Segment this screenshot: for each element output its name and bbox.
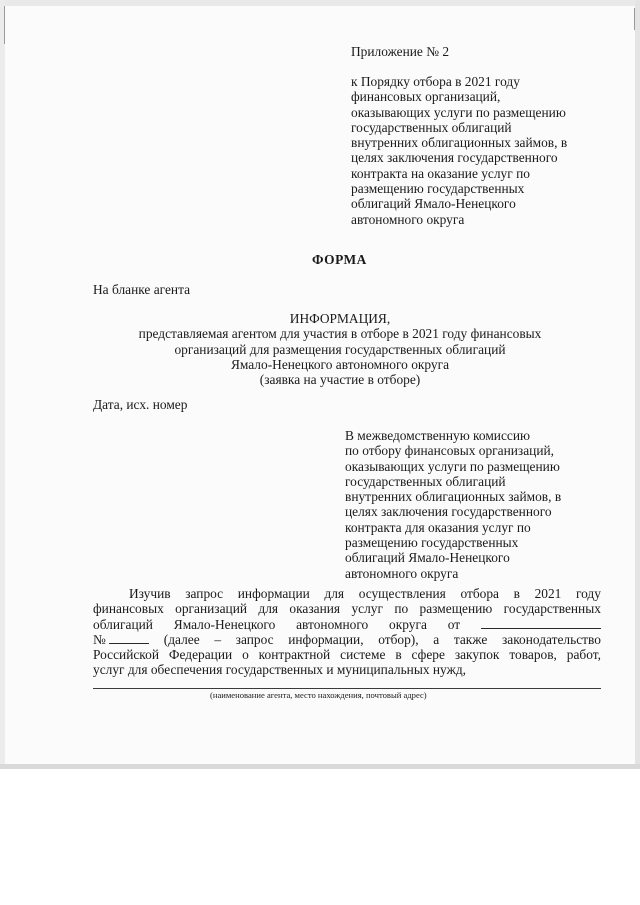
info-title: ИНФОРМАЦИЯ, <box>289 311 391 326</box>
recipient-line: целях заключения государственного <box>345 504 552 520</box>
scan-artifact <box>4 6 5 44</box>
info-line: организаций для размещения государственных облигаций <box>174 341 506 357</box>
blank-area <box>0 769 640 905</box>
appendix-line: к Порядку отбора в 2021 году <box>351 74 520 89</box>
appendix-line: размещению государственных <box>351 181 525 197</box>
appendix-line: облигаций Ямало-Ненецкого <box>351 196 516 212</box>
scan-edge-left <box>0 0 5 768</box>
body-line-4: № (далее – запрос информации, отбор), а также законодательство <box>93 631 601 647</box>
recipient-line: оказывающих услуги по размещению <box>345 458 560 474</box>
appendix-line: государственных облигаций <box>351 119 512 135</box>
scan-edge-top <box>0 0 640 6</box>
body-paragraph <box>93 586 601 678</box>
agent-name-caption: (наименование агента, место нахождения, почтовый адрес) <box>210 690 427 700</box>
scan-edge-right <box>635 0 640 768</box>
date-blank <box>481 617 601 629</box>
body-line-2: финансовых организаций для оказания услуг по размещению государственных <box>93 601 601 617</box>
appendix-line: внутренних облигационных займов, в <box>351 135 568 151</box>
recipient-line: размещению государственных <box>345 535 519 551</box>
letterhead-note: На бланке агента <box>93 282 191 297</box>
appendix-line: оказывающих услуги по размещению <box>351 104 566 120</box>
number-sign: № <box>93 632 149 647</box>
recipient-line: контракта для оказания услуг по <box>345 519 531 535</box>
scan-artifact <box>634 8 635 30</box>
appendix-line: автономного округа <box>351 211 465 227</box>
recipient-line: внутренних облигационных займов, в <box>345 489 562 505</box>
body-line-3: облигаций Ямало-Ненецкого автономного округа от <box>93 617 601 632</box>
recipient-line: облигаций Ямало-Ненецкого <box>345 550 510 566</box>
appendix-subtitle <box>351 74 567 227</box>
date-reference: Дата, исх. номер <box>93 397 188 412</box>
appendix-title: Приложение № 2 <box>351 44 450 59</box>
body-line-1: Изучив запрос информации для осуществления отбора в 2021 году <box>129 586 601 601</box>
appendix-line: целях заключения государственного <box>351 150 558 166</box>
recipient-line: автономного округа <box>345 565 459 581</box>
number-blank <box>109 632 149 644</box>
appendix-line: финансовых организаций, <box>351 89 501 105</box>
agent-name-rule <box>93 688 601 689</box>
info-line: Ямало-Ненецкого автономного округа <box>230 356 450 372</box>
info-line: представляемая агентом для участия в отборе в 2021 году финансовых <box>138 326 542 342</box>
body-line-6: услуг для обеспечения государственных и муниципальных нужд, <box>93 662 466 678</box>
recipient-line: по отбору финансовых организаций, <box>345 443 555 459</box>
form-label: ФОРМА <box>312 252 367 267</box>
body-line-5: Российской Федерации о контрактной системе в сфере закупок товаров, работ, <box>93 647 601 663</box>
recipient-block <box>345 428 561 581</box>
info-heading <box>100 311 580 387</box>
appendix-line: контракта на оказание услуг по <box>351 165 530 181</box>
recipient-line: В межведомственную комиссию <box>345 428 531 443</box>
info-line: (заявка на участие в отборе) <box>259 372 421 388</box>
recipient-line: государственных облигаций <box>345 473 506 489</box>
